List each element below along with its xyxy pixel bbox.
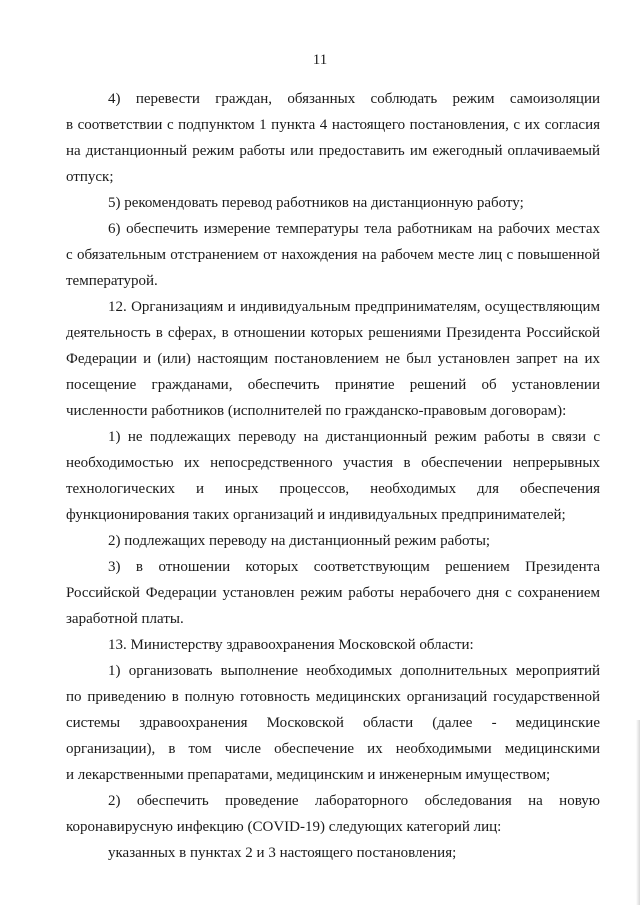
text-line: организации), в том числе обеспечение их необходимыми медицинскими [66,741,600,757]
text-line: Федерации и (или) настоящим постановлением не был установлен запрет на их [66,351,600,367]
text-line: коронавирусную инфекцию (COVID-19) следующих категорий лиц: [66,819,502,835]
text-line: указанных в пунктах 2 и 3 настоящего постановления; [108,845,457,861]
text-line: 1) организовать выполнение необходимых дополнительных мероприятий [108,663,600,679]
text-line: численности работников (исполнителей по гражданско-правовым договорам): [66,403,567,419]
text-line: 6) обеспечить измерение температуры тела работникам на рабочих местах [108,221,600,237]
text-line: 13. Министерству здравоохранения Московской области: [108,637,474,653]
text-line: температурой. [66,273,158,289]
text-line: деятельность в сферах, в отношении которых решениями Президента Российской [66,325,600,341]
text-line: системы здравоохранения Московской области (далее - медицинские [66,715,600,731]
text-line: 1) не подлежащих переводу на дистанционный режим работы в связи с [108,429,600,445]
text-line: Российской Федерации установлен режим работы нерабочего дня с сохранением [66,585,600,601]
text-line: 3) в отношении которых соответствующим решением Президента [108,559,600,575]
text-line: на дистанционный режим работы или предоставить им ежегодный оплачиваемый [66,143,600,159]
text-line: 5) рекомендовать перевод работников на дистанционную работу; [108,195,524,211]
text-line: 12. Организациям и индивидуальным предпринимателям, осуществляющим [108,299,600,315]
text-line: 2) обеспечить проведение лабораторного обследования на новую [108,793,600,809]
page-number: 11 [312,52,328,68]
text-line: заработной платы. [66,611,184,627]
text-line: технологических и иных процессов, необходимых для обеспечения [66,481,600,497]
text-line: в соответствии с подпунктом 1 пункта 4 настоящего постановления, с их согласия [66,117,600,133]
text-line: отпуск; [66,169,114,185]
text-line: с обязательным отстранением от нахождения на рабочем месте лиц с повышенной [66,247,600,263]
text-line: 2) подлежащих переводу на дистанционный режим работы; [108,533,491,549]
page-edge-shadow [636,720,640,905]
text-line: необходимостью их непосредственного участия в обеспечении непрерывных [66,455,600,471]
text-line: посещение гражданами, обеспечить принятие решений об установлении [66,377,600,393]
text-line: 4) перевести граждан, обязанных соблюдать режим самоизоляции [108,91,600,107]
text-line: и лекарственными препаратами, медицинским и инженерным имуществом; [66,767,551,783]
text-line: функционирования таких организаций и индивидуальных предпринимателей; [66,507,566,523]
text-line: по приведению в полную готовность медицинских организаций государственной [66,689,600,705]
